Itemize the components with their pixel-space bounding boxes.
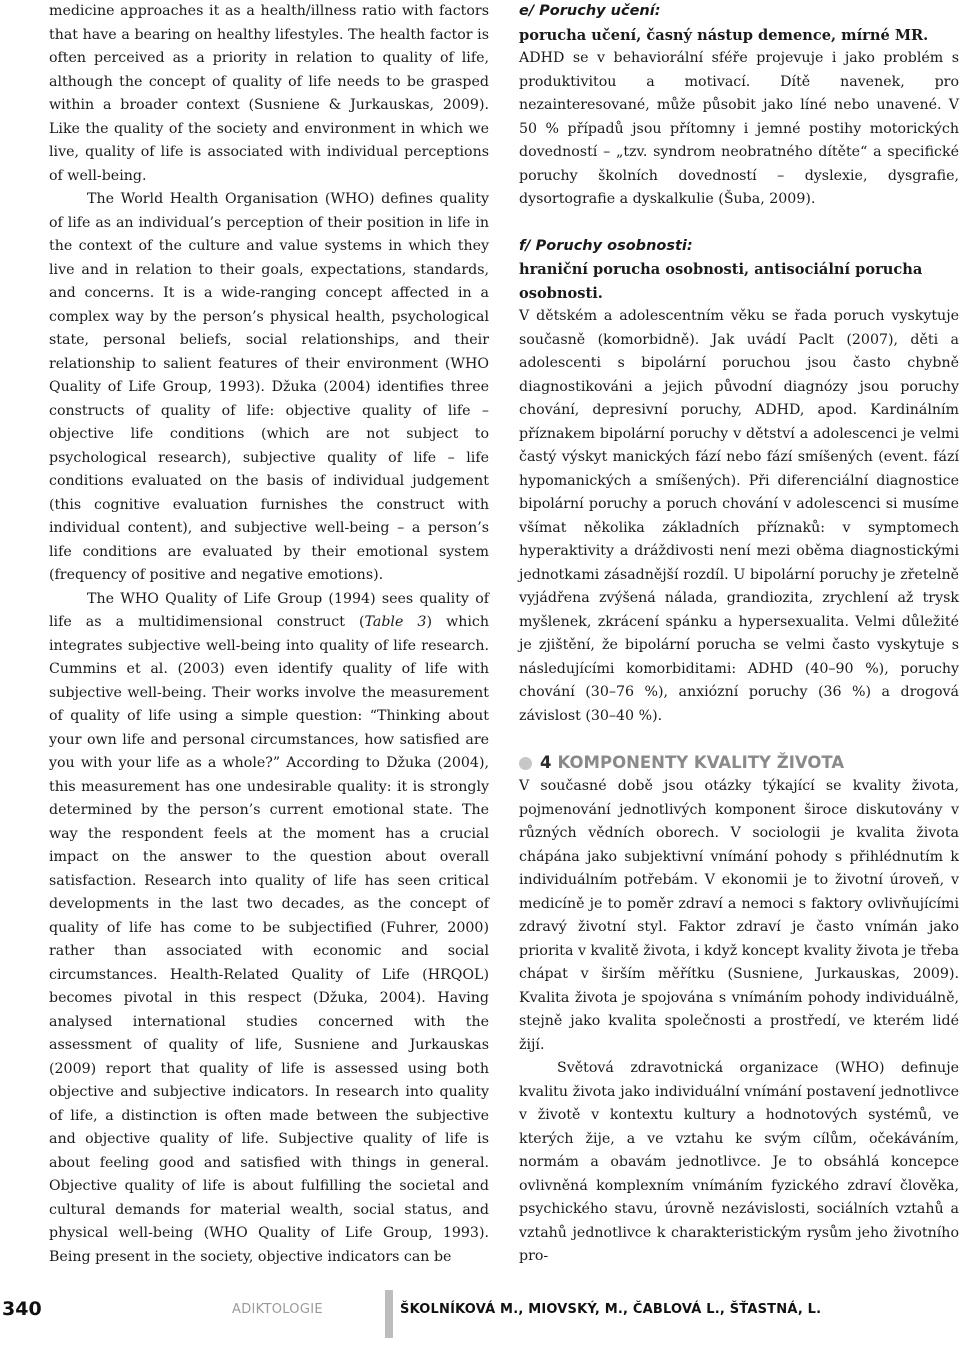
section-f-text: V dětském a adolescentním věku se řada poruch vyskytuje současně (komorbidně). Jak uvádí Paclt (2007), děti a adolescenti s bipolární poruchou jsou často chybně diagnostikováni a jejich původní diagnózy jsou poruchy chování, depresivní poruchy, ADHD, apod. Kardinálním příznakem bipolární poruchy v dětství a adolescenci je velmi častý výskyt manických fází nebo fází smíšených (event. fází hypomanických a smíšených). Při diferenciální diagnostice bipolární poruchy a poruch chování v adolescenci si musíme všímat několika základních příznaků: v symptomech hyperaktivity a dráždivosti není mezi oběma diagnostickými jednotkami zásadnější rozdíl. U bipolární poruchy je zřetelně vyjádřena zvýšená nálada, grandiozita, zrychlení až trysk myšlenek, zkrácení spánku a hypersexualita. Velmi důležité je zjištění, že bipolární porucha se velmi často vyskytuje s následujícími komorbiditami: ADHD (40–90 %), poruchy chování (30–76 %), anxiózní poruchy (36 %) a drogová závislost (30–40 %). bbox=[519, 308, 959, 724]
section-f-title: hraniční porucha osobnosti, antisociální porucha osobnosti. bbox=[519, 261, 923, 302]
left-paragraph-3-end: ) which integrates subjective well-being into quality of life research. Cummins et al. (2003) even identify quality of life with subjective well-being. Their works involve the measurement of quality of life using a simple question: “Thinking about your own life and personal circumstances, how satisfied are you with your life as a whole?” According to Džuka (2004), this measurement has one undesirable quality: it is strongly determined by the person’s current emotional state. The way the respondent feels at the moment has a crucial impact on the answer to the question about overall satisfaction. Research into quality of life has seen critical developments in the last two decades, as the concept of quality of life has come to be subjectified (Fuhrer, 2000) rather than associated with economic and social circumstances. Health-Related Quality of Life (HRQOL) becomes pivotal in this respect (Džuka, 2004). Having analysed international studies concerned with the assessment of quality of life, Susniene and Jurkauskas (2009) report that quality of life is assessed using both objective and subjective indicators. In research into quality of life, a distinction is often made between the subjective and objective quality of life. Subjective quality of life is about feeling good and satisfied with things in general. Objective quality of life is about fulfilling the societal and cultural demands for material wealth, social status, and physical well-being (WHO Quality of Life Group, 1993). Being present in the society, objective indicators can be bbox=[49, 614, 489, 1265]
section-e-text: ADHD se v behaviorální sféře projevuje i jako problém s produktivitou a motivací. Dítě navenek, pro nezainteresované, může působit jako líné nebo unavené. V 50 % případů jsou přítomny i jemné postihy motorických dovedností – „tzv. syndrom neobratného dítěte“ a specifické poruchy školních dovedností – dyslexie, dysgrafie, dysortografie a dyskalkulie (Šuba, 2009). bbox=[519, 50, 959, 207]
right-column bbox=[519, 0, 959, 1269]
section-heading-number: 4 bbox=[540, 753, 552, 772]
left-paragraph-3 bbox=[49, 588, 489, 1270]
section-f-label: f/ Poruchy osobnosti: bbox=[519, 237, 693, 254]
table-reference: Table 3 bbox=[364, 614, 427, 630]
left-column bbox=[49, 0, 489, 1269]
left-paragraph-3-start: The WHO Quality of Life Group (1994) sees quality of life as a multidimensional construct ( bbox=[49, 590, 489, 630]
bullet-dot-icon bbox=[519, 757, 532, 770]
left-paragraph-1: medicine approaches it as a health/illness ratio with factors that have a bearing on healthy lifestyles. The health factor is often perceived as a priority in relation to quality of life, although the concept of quality of life needs to be grasped within a broader context (Susniene & Jurkauskas, 2009). Like the quality of the society and environment in which we live, quality of life is associated with individual perceptions of well-being. bbox=[49, 3, 489, 184]
footer-authors: ŠKOLNÍKOVÁ M., MIOVSKÝ, M., ČABLOVÁ L., ŠŤASTNÁ, L. bbox=[400, 1302, 822, 1317]
section-e-label: e/ Poruchy učení: bbox=[519, 3, 661, 19]
section-heading-text: KOMPONENTY KVALITY ŽIVOTA bbox=[557, 753, 845, 772]
footer-divider bbox=[385, 1290, 393, 1338]
section-heading bbox=[519, 751, 959, 775]
page-footer bbox=[0, 1298, 960, 1338]
section-e-title: porucha učení, časný nástup demence, mírné MR. bbox=[519, 26, 929, 44]
journal-name: ADIKTOLOGIE bbox=[232, 1302, 323, 1317]
right-paragraph-1: V současné době jsou otázky týkající se kvality života, pojmenování jednotlivých komponent široce diskutovány v různých vědních oborech. V sociologii je kvalita života chápána jako subjektivní vnímání pohody s přihlédnutím k individuálním potřebám. V ekonomii je to životní úroveň, v medicíně je to poměr zdraví a nemoci s faktory ovlivňujícími zdravý životní styl. Faktor zdraví je často vnímán jako priorita v kvalitě života, i když koncept kvality života je třeba chápat v širším měřítku (Susniene, Jurkauskas, 2009). Kvalita života je spojována s vnímáním pohody individuálně, stejně jako kvalita společnosti a prostředí, ve kterém lidé žijí. bbox=[519, 778, 959, 1053]
page-number: 340 bbox=[2, 1298, 42, 1320]
left-paragraph-2: The World Health Organisation (WHO) defines quality of life as an individual’s perception of their position in life in the context of the culture and value systems in which they live and in relation to their goals, expectations, standards, and concerns. It is a wide-ranging concept affected in a complex way by the person’s physical health, psychological state, personal beliefs, social relationships, and their relationship to salient features of their environment (WHO Quality of Life Group, 1993). Džuka (2004) identifies three constructs of quality of life: objective quality of life – objective life conditions (which are not subject to psychological research), subjective quality of life – life conditions evaluated on the basis of individual judgement (this cognitive evaluation furnishes the construct with individual content), and subjective well-being – a person’s life conditions are evaluated by their emotional system (frequency of positive and negative emotions). bbox=[49, 191, 489, 583]
right-paragraph-2: Světová zdravotnická organizace (WHO) definuje kvalitu života jako individuální vnímání postavení jednotlivce v životě v kontextu kultury a hodnotových systémů, ve kterých žije, a ve vztahu ke svým cílům, očekáváním, normám a obavám jednotlivce. Je to obsáhlá koncepce ovlivněná komplexním vnímáním fyzického zdraví člověka, psychického stavu, úrovně nezávislosti, sociálních vztahů a vztahů jednotlivce k charakteristickým rysům jeho životního pro- bbox=[519, 1060, 959, 1264]
